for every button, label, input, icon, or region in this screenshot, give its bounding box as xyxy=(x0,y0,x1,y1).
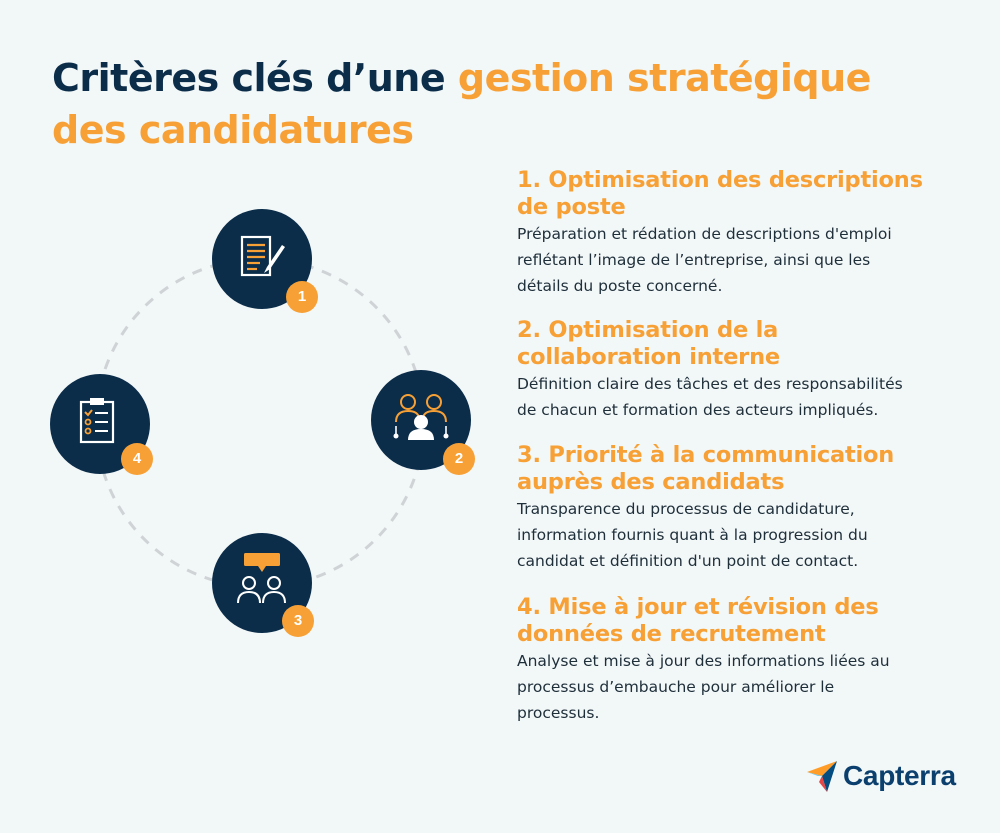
criterion-2 xyxy=(517,317,967,423)
node-4-badge: 4 xyxy=(121,443,153,475)
node-4 xyxy=(50,374,150,474)
criterion-4-line: processus d’embauche pour améliorer le xyxy=(517,678,835,696)
criterion-2-heading xyxy=(517,317,967,371)
title-part-orange: gestion stratégique xyxy=(457,56,871,100)
criterion-3-heading-line2: auprès des candidats xyxy=(517,469,785,495)
criterion-3-line: candidat et définition d'un point de contact. xyxy=(517,552,859,570)
criterion-2-line: de chacun et formation des acteurs impliqués. xyxy=(517,401,879,419)
criterion-4-text xyxy=(517,648,967,726)
capterra-wordmark: Capterra xyxy=(843,760,956,791)
criterion-1-heading-line1: 1. Optimisation des descriptions xyxy=(517,167,923,193)
criterion-4-heading xyxy=(517,594,967,648)
title-part-navy: Critères clés d’une xyxy=(52,56,458,100)
criterion-1-heading xyxy=(517,167,967,221)
node-2-badge: 2 xyxy=(443,443,475,475)
title-part-orange-line2: des candidatures xyxy=(52,108,414,152)
criterion-4 xyxy=(517,594,967,726)
criterion-1-line: détails du poste concerné. xyxy=(517,277,723,295)
criterion-3-text xyxy=(517,496,967,574)
node-1 xyxy=(212,209,312,309)
node-3 xyxy=(212,533,312,633)
node-1-badge: 1 xyxy=(286,281,318,313)
criterion-1-line: reflétant l’image de l’entreprise, ainsi que les xyxy=(517,251,871,269)
criterion-2-heading-line2: collaboration interne xyxy=(517,344,780,370)
criterion-1 xyxy=(517,167,967,299)
criterion-1-heading-line2: de poste xyxy=(517,194,626,220)
criterion-2-heading-line1: 2. Optimisation de la xyxy=(517,317,779,343)
criterion-4-line: processus. xyxy=(517,704,600,722)
capterra-arrow-icon xyxy=(805,758,841,794)
criterion-3 xyxy=(517,442,967,574)
criterion-4-line: Analyse et mise à jour des informations liées au xyxy=(517,652,890,670)
criterion-3-line: information fournis quant à la progression du xyxy=(517,526,868,544)
criterion-4-heading-line2: données de recrutement xyxy=(517,621,826,647)
criterion-3-line: Transparence du processus de candidature, xyxy=(517,500,855,518)
capterra-logo xyxy=(805,758,965,794)
criterion-4-heading-line1: 4. Mise à jour et révision des xyxy=(517,594,879,620)
criterion-1-text xyxy=(517,221,967,299)
criterion-1-line: Préparation et rédation de descriptions d'emploi xyxy=(517,225,892,243)
criterion-2-text xyxy=(517,371,967,423)
node-2 xyxy=(371,370,471,470)
node-3-badge: 3 xyxy=(282,605,314,637)
criterion-3-heading-line1: 3. Priorité à la communication xyxy=(517,442,895,468)
criterion-3-heading xyxy=(517,442,967,496)
criterion-2-line: Définition claire des tâches et des responsabilités xyxy=(517,375,903,393)
